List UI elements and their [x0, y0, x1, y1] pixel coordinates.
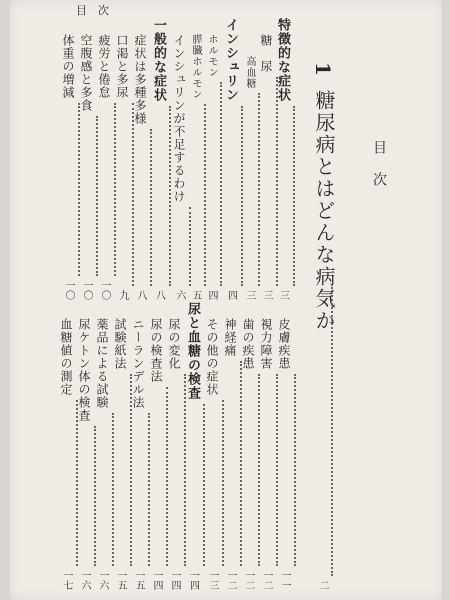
- toc-entry: [278, 318, 290, 590]
- entry-label: ホルモン: [206, 34, 217, 78]
- toc-entry: [78, 318, 90, 590]
- toc-entry: [242, 318, 254, 590]
- leader-dots: [96, 116, 98, 276]
- toc-entry: [260, 34, 272, 300]
- entry-label: 視力障害: [259, 318, 273, 370]
- leader-dots: [184, 374, 186, 566]
- toc-entry: [116, 34, 128, 300]
- leader-dots: [132, 103, 134, 286]
- leader-dots: [293, 106, 295, 286]
- chapter-page: 二: [317, 580, 328, 590]
- entry-page: 三: [261, 290, 272, 300]
- contents-heading: 目次: [371, 140, 387, 204]
- entry-label: 体重の増減: [61, 34, 75, 99]
- entry-page: 一四: [151, 570, 162, 590]
- entry-label: 特徴的な症状: [275, 18, 290, 102]
- toc-entry: [62, 34, 74, 300]
- entry-page: 一二: [225, 570, 236, 590]
- chapter-number: [313, 62, 333, 76]
- leader-dots: [78, 103, 80, 276]
- entry-label: 尿の変化: [167, 318, 181, 370]
- leader-dots: [204, 104, 206, 286]
- entry-page: 八: [153, 290, 165, 300]
- entry-label: 神経痛: [223, 318, 237, 357]
- entry-page: 一五: [115, 570, 126, 590]
- toc-entry: [224, 18, 237, 300]
- leader-dots: [276, 374, 278, 566]
- toc-entry: [260, 318, 272, 590]
- entry-page: 三: [244, 290, 255, 300]
- entry-label: 皮膚疾患: [277, 318, 291, 370]
- toc-entry: [244, 56, 254, 300]
- entry-label: その他の症状: [205, 318, 219, 396]
- book-page: [10, 0, 442, 600]
- leader-dots: [76, 400, 78, 566]
- entry-label: インシュリン: [223, 18, 238, 102]
- entry-label: 試験紙法: [113, 318, 127, 370]
- leader-dots: [258, 93, 260, 286]
- leader-dots: [258, 374, 260, 566]
- entry-label: ニーランデル法: [131, 318, 145, 409]
- leader-dots: [130, 374, 132, 566]
- leader-dots: [331, 284, 333, 576]
- chapter-title: 糖尿病とはどんな病気か: [312, 90, 336, 332]
- entry-page: 一四: [187, 570, 199, 590]
- toc-entry: [224, 318, 236, 590]
- chapter-leader: [317, 280, 327, 590]
- entry-label: 疲労と倦怠: [97, 34, 111, 99]
- entry-page: 六: [174, 290, 185, 300]
- entry-label: 口渇と多尿: [115, 34, 129, 99]
- toc-entry: [80, 34, 92, 300]
- entry-page: 一二: [243, 570, 254, 590]
- toc-entry: [190, 34, 200, 300]
- entry-page: 一一: [279, 570, 290, 590]
- leader-dots: [150, 129, 152, 286]
- leader-dots: [220, 82, 222, 286]
- entry-page: 一〇: [63, 280, 74, 300]
- toc-entry: [152, 18, 165, 300]
- toc-entry: [134, 34, 146, 300]
- chapter-number-text: 1: [311, 62, 335, 76]
- entry-label: 尿と血糖の検査: [185, 302, 200, 400]
- entry-page: 一六: [79, 570, 90, 590]
- toc-entry: [96, 318, 108, 590]
- entry-label: 歯の疾患: [241, 318, 255, 370]
- toc-entry: [60, 318, 72, 590]
- entry-page: 一〇: [99, 280, 110, 300]
- entry-page: 一四: [169, 570, 180, 590]
- leader-dots: [166, 387, 168, 566]
- entry-page: 三: [277, 290, 289, 300]
- entry-label: インシュリンが不足するわけ: [172, 34, 186, 203]
- leader-dots: [203, 404, 205, 566]
- entry-page: 九: [117, 290, 128, 300]
- entry-label: 糖 尿: [259, 34, 273, 73]
- toc-entry: [186, 302, 199, 590]
- leader-dots: [112, 413, 114, 566]
- toc-entry: [206, 318, 218, 590]
- entry-label: 尿ケトン体の検査: [77, 318, 91, 422]
- toc-entry: [114, 318, 126, 590]
- toc-entry: [168, 318, 180, 590]
- entry-label: 空腹感と多食: [79, 34, 93, 112]
- toc-entry: [173, 34, 185, 300]
- running-header: 目 次: [76, 4, 109, 17]
- leader-dots: [189, 207, 191, 286]
- entry-page: 一六: [97, 570, 108, 590]
- entry-page: 一三: [207, 570, 218, 590]
- entry-page: 四: [206, 290, 217, 300]
- entry-page: 一五: [133, 570, 144, 590]
- leader-dots: [222, 400, 224, 566]
- leader-dots: [148, 413, 150, 566]
- toc-entry: [98, 34, 110, 300]
- entry-page: 五: [190, 290, 201, 300]
- leader-dots: [114, 103, 116, 276]
- toc-entry: [150, 318, 162, 590]
- entry-label: 症状は多種多様: [133, 34, 147, 125]
- entry-label: 尿の検査法: [149, 318, 163, 383]
- entry-page: 一二: [261, 570, 272, 590]
- entry-label: 血糖値の測定: [59, 318, 73, 396]
- leader-dots: [241, 106, 243, 286]
- leader-dots: [240, 361, 242, 566]
- entry-label: 膵臓ホルモン: [190, 34, 201, 100]
- toc-entry: [132, 318, 144, 590]
- entry-label: 一般的な症状: [151, 18, 166, 102]
- entry-page: 八: [135, 290, 146, 300]
- leader-dots: [94, 426, 96, 566]
- entry-label: 高血糖: [244, 56, 255, 89]
- entry-label: 薬品による試験: [95, 318, 109, 409]
- entry-page: 一七: [61, 570, 72, 590]
- leader-dots: [294, 374, 296, 566]
- leader-dots: [169, 106, 171, 286]
- toc-entry: [206, 34, 216, 300]
- entry-page: 一〇: [81, 280, 92, 300]
- entry-page: 四: [225, 290, 237, 300]
- leader-dots: [276, 77, 278, 286]
